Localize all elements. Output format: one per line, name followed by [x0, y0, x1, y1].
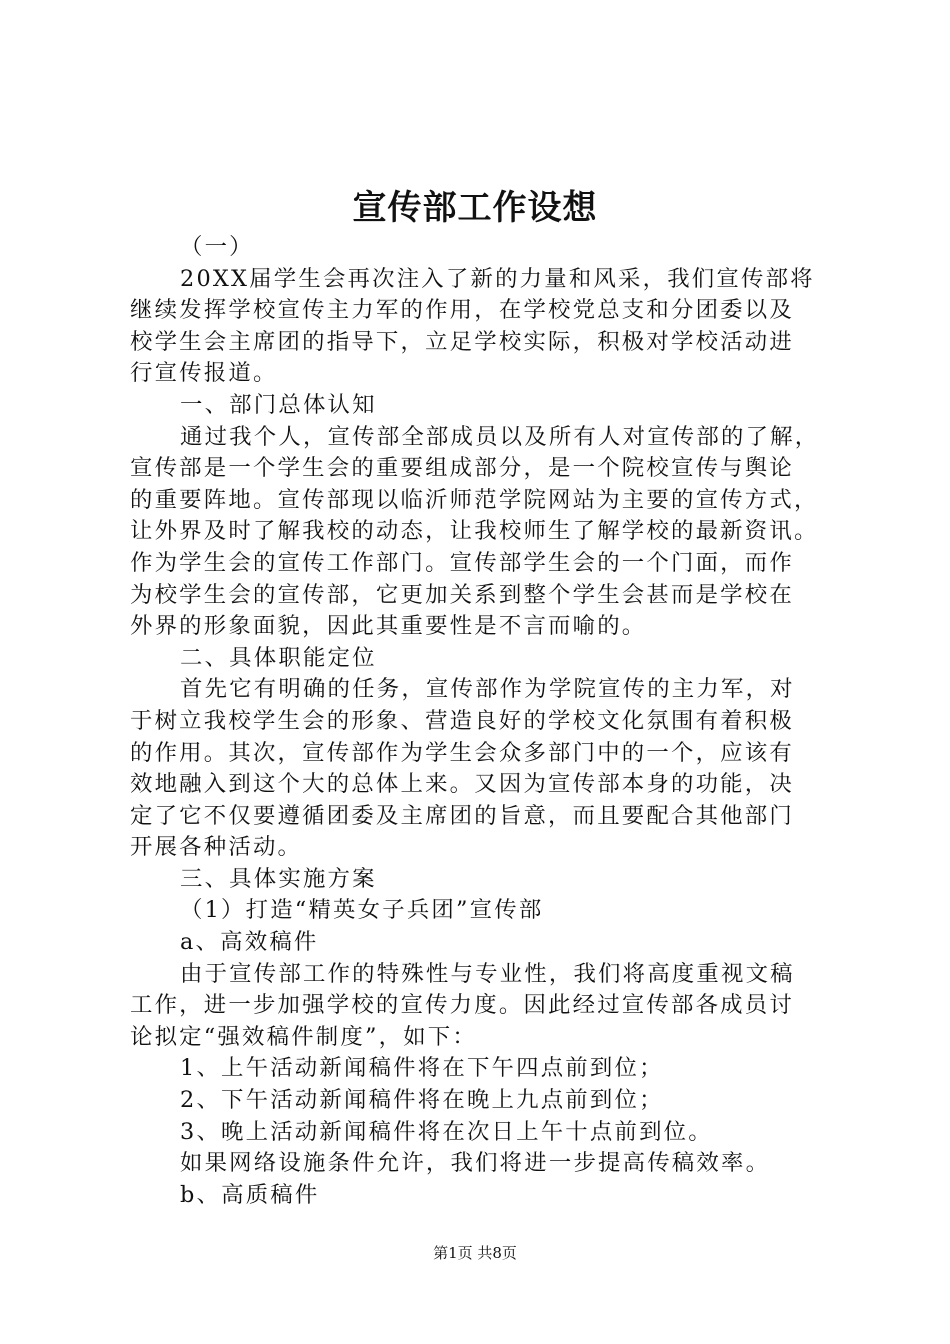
- text-line: 宣传部是一个学生会的重要组成部分，是一个院校宣传与舆论: [130, 455, 794, 482]
- subsection-heading: （1）打造“精英女子兵团”宣传部: [180, 897, 544, 924]
- text-line: 效地融入到这个大的总体上来。又因为宣传部本身的功能，决: [130, 771, 794, 798]
- list-item: 2、下午活动新闻稿件将在晚上九点前到位；: [180, 1087, 664, 1114]
- section-heading: 三、具体实施方案: [180, 865, 377, 892]
- text-line: 工作，进一步加强学校的宣传力度。因此经过宣传部各成员讨: [130, 992, 794, 1019]
- text-line: 作为学生会的宣传工作部门。宣传部学生会的一个门面，而作: [130, 549, 794, 576]
- document-title: 宣传部工作设想: [352, 188, 598, 228]
- text-line: 外界的形象面貌，因此其重要性是不言而喻的。: [130, 613, 647, 640]
- text-line: 如果网络设施条件允许，我们将进一步提高传稿效率。: [180, 1150, 771, 1177]
- section-heading: 二、具体职能定位: [180, 644, 377, 671]
- text-line: 的作用。其次，宣传部作为学生会众多部门中的一个，应该有: [130, 739, 794, 766]
- text-line: 行宣传报道。: [130, 360, 278, 387]
- text-line: 继续发挥学校宣传主力军的作用，在学校党总支和分团委以及: [130, 297, 794, 324]
- text-line: 论拟定“强效稿件制度”，如下：: [130, 1023, 477, 1050]
- section-marker: （一）: [180, 234, 254, 260]
- subsection-heading: a、高效稿件: [180, 929, 319, 956]
- text-line: 20XX届学生会再次注入了新的力量和风采，我们宣传部将: [180, 265, 815, 292]
- text-line: 由于宣传部工作的特殊性与专业性，我们将高度重视文稿: [180, 960, 795, 987]
- section-heading: 一、部门总体认知: [180, 391, 377, 418]
- text-line: 为校学生会的宣传部，它更加关系到整个学生会甚而是学校在: [130, 581, 794, 608]
- text-line: 通过我个人，宣传部全部成员以及所有人对宣传部的了解，: [180, 423, 820, 450]
- text-line: 让外界及时了解我校的动态，让我校师生了解学校的最新资讯。: [130, 518, 819, 545]
- text-line: 的重要阵地。宣传部现以临沂师范学院网站为主要的宣传方式，: [130, 486, 819, 513]
- text-line: 首先它有明确的任务，宣传部作为学院宣传的主力军，对: [180, 676, 795, 703]
- subsection-heading: b、高质稿件: [180, 1181, 320, 1208]
- text-line: 于树立我校学生会的形象、营造良好的学校文化氛围有着积极: [130, 707, 794, 734]
- document-body: [130, 232, 830, 1211]
- text-line: 开展各种活动。: [130, 834, 303, 861]
- list-item: 1、上午活动新闻稿件将在下午四点前到位；: [180, 1055, 664, 1082]
- page-footer: 第1页 共8页: [433, 1244, 517, 1262]
- list-item: 3、晚上活动新闻稿件将在次日上午十点前到位。: [180, 1118, 713, 1145]
- text-line: 校学生会主席团的指导下，立足学校实际，积极对学校活动进: [130, 328, 794, 355]
- text-line: 定了它不仅要遵循团委及主席团的旨意，而且要配合其他部门: [130, 802, 794, 829]
